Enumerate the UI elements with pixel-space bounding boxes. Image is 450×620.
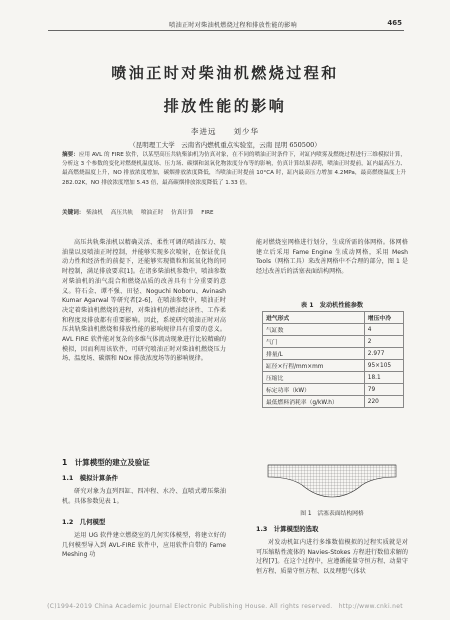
introduction-paragraph: 高压共轨柴油机以精确灵活、柔性可调的喷油压力、喷油量以及喷油正时控制，并能够实现多次喷射，在保证优良动力性和经济性的前提下，还能够实现微粒和氮氧化物的同时控制，满足排放要求[1]。在诸多柴油机参数中，喷油参数对柴油机的油气混合和燃烧品质的改善具有十分重要的意义。符石金、谭不强、田径、Noguchi Noboru、Avinash Kumar Agarwal 等研究者[2-6]，在喷油参数中，喷油正时决定着柴油机燃烧的进程，对柴油机的燃油经济性、工作柔和程度及排放都有重要影响。因此，系统研究喷油正时对高压共轨柴油机燃烧和排放性能的影响规律具有重要的意义。AVL FIRE 软件能对复杂的多维气体流动现象进行比较精确的模拟，因而利用该软件，可研究喷油正时对柴油机燃烧压力场、温度场、碳烟和 NOx 排放浓度场等的影响规律。 [62,239,226,363]
keyword: 高压共轨 [110,210,134,216]
table-cell: 气缸数 [263,324,365,336]
subsection-1-3-heading: 1.3 计算模型的选取 [256,525,319,533]
subsection-1-2-heading: 1.2 几何模型 [62,518,106,526]
keyword: 喷油正时 [140,210,164,216]
table-cell: 标定功率（kW） [263,384,365,396]
piston-mesh-figure [262,455,402,503]
paper-title-line-1: 喷油正时对柴油机燃烧过程和 [111,64,339,82]
subsection-1-1-text: 研究对象为直列四缸、四冲程、水冷、直喷式增压柴油机。具体参数见表 1。 [62,488,226,505]
subsection-1-2-text: 运用 UG 软件建立燃烧室的几何实体模型，将建立好的几何模型导入到 AVL-FIRE 软件中，应用软件自带的 Fame Meshing 功 [62,532,226,559]
keywords-label: 关键词： [62,210,85,216]
table-cell: 220 [364,396,403,408]
paper-title-line-2: 排放性能的影响 [163,97,287,115]
table-row [263,348,404,360]
table-row [263,396,404,408]
table-row [263,336,404,348]
table-cell: 4 [364,324,403,336]
table-row [263,360,404,372]
table-cell: 压缩比 [263,372,365,384]
mesh-description-paragraph: 能对燃烧室网格进行划分，生成所需的体网格。体网格建立后采用 Fame Engine 生成动网格，采用 Mesh Tools（网格工具）来改善网格中不合理的部分，图 1 是经过改善后的活塞表面结构网格。 [256,239,408,276]
header-rule [48,30,404,31]
table-cell: 95×105 [364,360,403,372]
table-row [263,372,404,384]
table-cell: 79 [364,384,403,396]
page-number: 465 [387,19,402,27]
table-header-cell: 增压中冷 [364,312,403,324]
keyword: 柴油机 [86,210,103,216]
table-row [263,384,404,396]
table-cell: 缸径×行程/mm×mm [263,360,365,372]
keywords [62,209,406,218]
cnki-watermark: (C)1994-2019 China Academic Journal Electronic Publishing House. All rights reserved. http://www.cnki.net [47,603,403,610]
table-1-caption: 表 1 发动机性能参数 [300,302,364,309]
running-head: 喷油正时对柴油机燃烧过程和排放性能的影响 [169,22,297,29]
author-affiliation: （昆明理工大学 云南省内燃机重点实验室，云南 昆明 650500） [129,141,321,149]
abstract [62,151,406,188]
table-cell: 排量/L [263,348,365,360]
engine-parameters-table [262,311,404,408]
figure-1-caption: 图 1 活塞表面结构网格 [300,511,364,517]
subsection-1-3-text: 对发动机缸内进行多维数值模拟的过程实质就是对可压缩粘性流体的 Navies-Stokes 方程进行数值求解的过程[7]。在这个过程中，应遵循能量守恒方程、动量守恒方程、质量守恒方程、以及理想气体状 [256,539,408,576]
abstract-text: 应用 AVL 的 FIRE 软件，以某型高压共轨柴油机为仿真对象，在不同的喷油正时条件下，对缸内喷雾及燃烧过程进行三维模拟计算，分析这 3 个参数的变化对燃烧机温度场、压力场、碳烟和氮氧化物浓度分布等的影响，仿真计算结果表明，喷油正时提前，缸内最高压力、最高燃烧温度上升，NO 排放浓度增加，碳烟排放浓度降低，当喷油正时提前 10°CA 时，缸内最高压力增加 4.2MPa，最高燃烧温度上升 282.02K，NO 排放浓度增加 5.43 倍，最高碳烟排放浓度降低了 1.33 倍。 [62,152,406,186]
table-cell: 最低燃料消耗率（g/kW.h） [263,396,365,408]
subsection-1-1-heading: 1.1 模拟计算条件 [62,474,119,482]
table-cell: 2.977 [364,348,403,360]
table-cell: 气门 [263,336,365,348]
abstract-label: 摘要： [62,152,79,158]
keyword: FIRE [201,210,214,216]
table-row [263,324,404,336]
table-header-row [263,312,404,324]
table-header-cell: 进气形式 [263,312,365,324]
author-list: 李进远 刘少华 [191,127,259,136]
keyword: 仿真计算 [171,210,194,216]
table-cell: 2 [364,336,403,348]
section-1-heading: 1 计算模型的建立及验证 [62,458,150,467]
table-cell: 18.1 [364,372,403,384]
